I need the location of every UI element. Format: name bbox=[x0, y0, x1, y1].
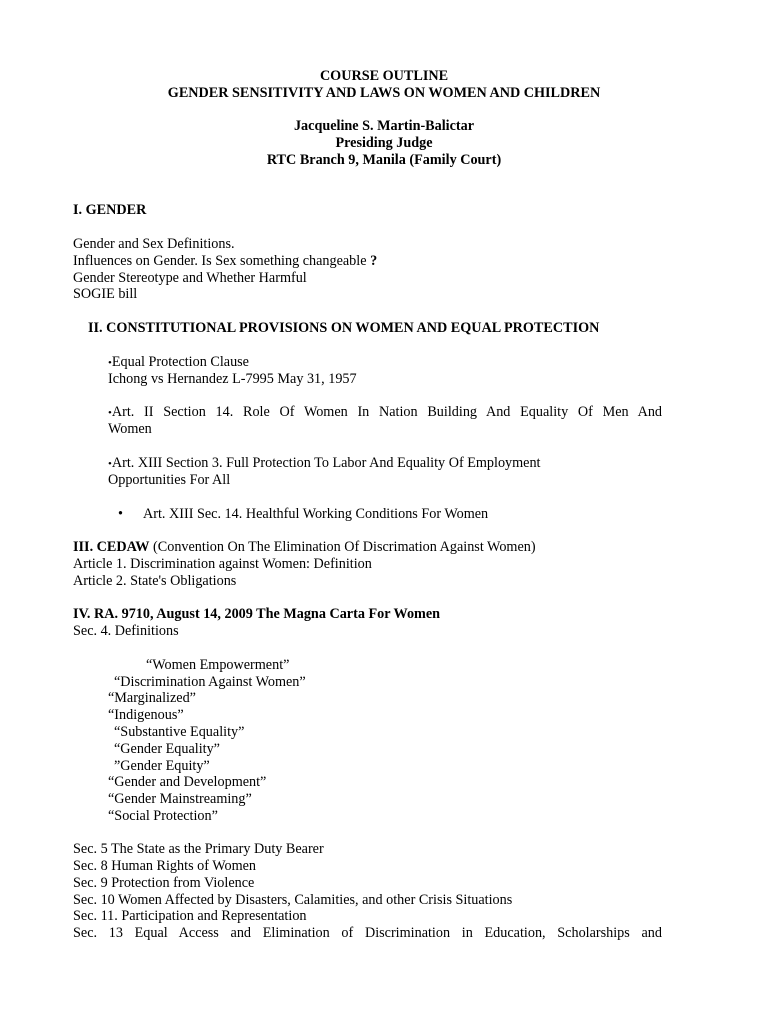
definition-term: “Indigenous” bbox=[108, 707, 184, 723]
magna-carta-section: Sec. 13 Equal Access and Elimination of Discrimination in Education, Scholarships and bbox=[73, 925, 662, 941]
definition-term: ”Gender Equity” bbox=[114, 758, 210, 774]
bullet-item: •Art. II Section 14. Role Of Women In Nation Building And Equality Of Men And bbox=[108, 404, 662, 420]
definition-term: “Discrimination Against Women” bbox=[114, 674, 306, 690]
bullet-item: •Equal Protection Clause bbox=[108, 354, 249, 370]
section-gender-heading: I. GENDER bbox=[73, 202, 147, 218]
bullet-icon: • bbox=[108, 458, 112, 470]
definition-term: “Marginalized” bbox=[108, 690, 196, 706]
definition-term: “Gender and Development” bbox=[108, 774, 267, 790]
gender-item: SOGIE bill bbox=[73, 286, 138, 302]
author-court: RTC Branch 9, Manila (Family Court) bbox=[266, 152, 502, 168]
course-subject-title: GENDER SENSITIVITY AND LAWS ON WOMEN AND CHILDREN bbox=[167, 85, 601, 101]
definition-term: “Substantive Equality” bbox=[114, 724, 245, 740]
bullet-item-continuation: Opportunities For All bbox=[108, 472, 231, 488]
definition-term: “Women Empowerment” bbox=[146, 657, 290, 673]
definition-term: “Social Protection” bbox=[108, 808, 218, 824]
section-constitutional-heading: II. CONSTITUTIONAL PROVISIONS ON WOMEN AND EQUAL PROTECTION bbox=[88, 320, 600, 336]
course-outline-title: COURSE OUTLINE bbox=[319, 68, 449, 84]
bullet-icon: • bbox=[118, 506, 123, 522]
gender-item: Gender Stereotype and Whether Harmful bbox=[73, 270, 307, 286]
section-magna-carta-heading: IV. RA. 9710, August 14, 2009 The Magna Carta For Women bbox=[73, 606, 441, 622]
cedaw-item: Article 2. State's Obligations bbox=[73, 573, 237, 589]
bullet-item: •Art. XIII Section 3. Full Protection To Labor And Equality Of Employment bbox=[108, 455, 541, 471]
bullet-item-continuation: Women bbox=[108, 421, 152, 437]
case-citation: Ichong vs Hernandez L-7995 May 31, 1957 bbox=[108, 371, 357, 387]
magna-carta-section: Sec. 11. Participation and Representation bbox=[73, 908, 307, 924]
bullet-icon: • bbox=[108, 357, 112, 369]
gender-item: Influences on Gender. Is Sex something changeable ? bbox=[73, 253, 378, 269]
section-cedaw-heading: III. CEDAW (Convention On The Elimination Of Discrimation Against Women) bbox=[73, 539, 536, 555]
magna-carta-section: Sec. 5 The State as the Primary Duty Bearer bbox=[73, 841, 324, 857]
author-position: Presiding Judge bbox=[335, 135, 433, 151]
bullet-icon: • bbox=[108, 407, 112, 419]
bullet-item: Art. XIII Sec. 14. Healthful Working Conditions For Women bbox=[143, 506, 489, 522]
magna-carta-section: Sec. 8 Human Rights of Women bbox=[73, 858, 257, 874]
author-name: Jacqueline S. Martin-Balictar bbox=[293, 118, 475, 134]
definitions-subheading: Sec. 4. Definitions bbox=[73, 623, 179, 639]
cedaw-item: Article 1. Discrimination against Women: Definition bbox=[73, 556, 372, 572]
magna-carta-section: Sec. 9 Protection from Violence bbox=[73, 875, 255, 891]
magna-carta-section: Sec. 10 Women Affected by Disasters, Calamities, and other Crisis Situations bbox=[73, 892, 513, 908]
definition-term: “Gender Equality” bbox=[114, 741, 220, 757]
definition-term: “Gender Mainstreaming” bbox=[108, 791, 252, 807]
gender-item: Gender and Sex Definitions. bbox=[73, 236, 235, 252]
